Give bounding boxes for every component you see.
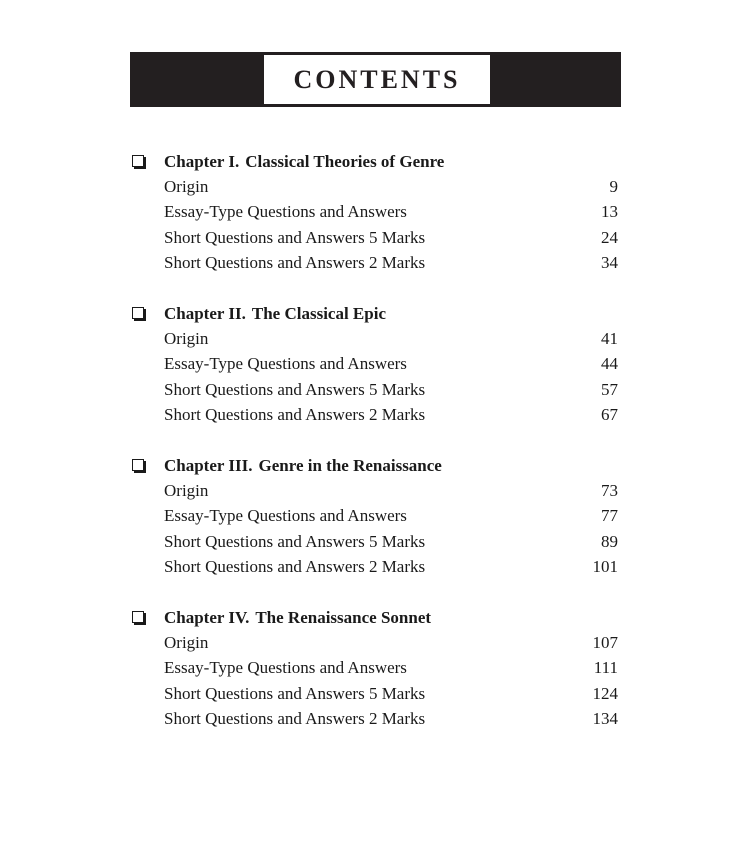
- toc-entry[interactable]: [130, 478, 621, 503]
- chapter-number: Chapter I.: [164, 152, 240, 171]
- toc-entry-label: Essay-Type Questions and Answers: [164, 658, 407, 678]
- toc-page-number: 101: [592, 557, 618, 577]
- chapter-title: The Renaissance Sonnet: [255, 608, 432, 627]
- toc-entry-label: Origin: [164, 329, 209, 348]
- chapter-2-section: [130, 301, 621, 428]
- toc-entry[interactable]: [130, 351, 621, 376]
- toc-entry-label: Essay-Type Questions and Answers: [164, 202, 407, 222]
- toc-entry-label: Essay-Type Questions and Answers: [164, 506, 407, 526]
- toc-page-number: 111: [593, 658, 618, 678]
- toc-entry-label: Short Questions and Answers 2 Marks: [164, 557, 426, 577]
- toc-entry-label: Short Questions and Answers 2 Marks: [164, 405, 426, 425]
- toc-page-number: 124: [592, 683, 618, 703]
- toc-entry[interactable]: [130, 630, 621, 655]
- toc-entry[interactable]: [130, 529, 621, 554]
- chapter-number: Chapter III.: [164, 456, 253, 475]
- toc-entry-label: Short Questions and Answers 2 Marks: [164, 709, 426, 729]
- toc-entry[interactable]: [130, 681, 621, 706]
- banner-title-box: [263, 54, 491, 105]
- chapter-title: Classical Theories of Genre: [245, 152, 445, 171]
- toc-page-number: 134: [592, 709, 618, 729]
- checkbox-bullet-icon: [132, 459, 144, 471]
- toc-entry-label: Short Questions and Answers 5 Marks: [164, 379, 426, 399]
- chapter-title: The Classical Epic: [251, 304, 386, 323]
- toc-entry-label: Short Questions and Answers 2 Marks: [164, 253, 426, 273]
- chapter-number: Chapter II.: [164, 304, 246, 323]
- contents-banner: [130, 52, 621, 107]
- chapter-heading[interactable]: [130, 149, 621, 174]
- chapter-1-section: [130, 149, 621, 276]
- toc-entry[interactable]: [130, 706, 621, 731]
- chapter-title: Genre in the Renaissance: [258, 456, 442, 475]
- toc-entry-label: Essay-Type Questions and Answers: [164, 354, 407, 374]
- toc-page-number: 34: [601, 253, 618, 273]
- toc-entry[interactable]: [130, 377, 621, 402]
- toc-entry-label: Short Questions and Answers 5 Marks: [164, 683, 426, 703]
- toc-entry-label: Origin: [164, 177, 209, 196]
- toc-entry[interactable]: [130, 174, 621, 199]
- toc-page-number: 41: [601, 329, 618, 348]
- toc-page-number: 73: [601, 481, 618, 500]
- checkbox-bullet-icon: [132, 611, 144, 623]
- toc-entry[interactable]: [130, 225, 621, 250]
- toc-page-number: 77: [601, 506, 618, 526]
- toc-page-number: 44: [601, 354, 618, 374]
- toc-entry[interactable]: [130, 199, 621, 224]
- page-title: CONTENTS: [293, 64, 461, 94]
- toc-page-number: 89: [601, 531, 618, 551]
- toc-page-number: 67: [601, 405, 618, 425]
- checkbox-bullet-icon: [132, 155, 144, 167]
- chapter-4-section: [130, 605, 621, 732]
- chapter-number: Chapter IV.: [164, 608, 250, 627]
- chapter-3-section: [130, 453, 621, 580]
- toc-entry[interactable]: [130, 326, 621, 351]
- toc-entry-label: Short Questions and Answers 5 Marks: [164, 531, 426, 551]
- chapter-heading[interactable]: [130, 453, 621, 478]
- toc-page-number: 107: [592, 633, 618, 652]
- toc-entry[interactable]: [130, 402, 621, 427]
- toc-entry[interactable]: [130, 554, 621, 579]
- toc-page-number: 57: [601, 379, 618, 399]
- toc-entry-label: Origin: [164, 481, 209, 500]
- chapter-heading[interactable]: [130, 301, 621, 326]
- toc-entry[interactable]: [130, 250, 621, 275]
- toc-entry-label: Origin: [164, 633, 209, 652]
- toc-entry[interactable]: [130, 655, 621, 680]
- chapter-heading[interactable]: [130, 605, 621, 630]
- toc-entry-label: Short Questions and Answers 5 Marks: [164, 227, 426, 247]
- toc-entry[interactable]: [130, 503, 621, 528]
- checkbox-bullet-icon: [132, 307, 144, 319]
- toc-page-number: 24: [601, 227, 618, 247]
- toc-page-number: 13: [601, 202, 618, 222]
- toc-page-number: 9: [609, 177, 618, 196]
